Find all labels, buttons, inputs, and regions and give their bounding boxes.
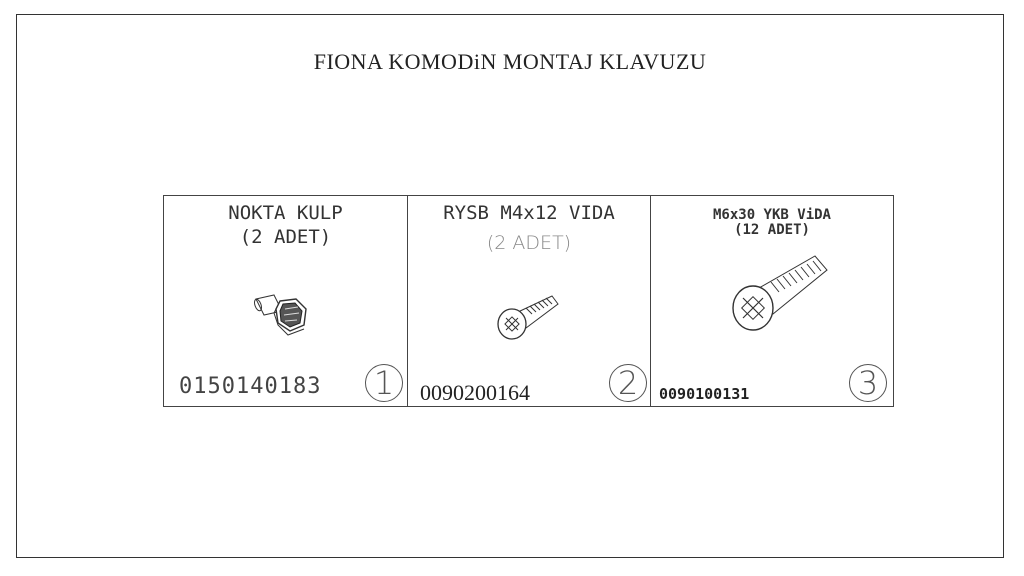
document-title: FIONA KOMODiN MONTAJ KLAVUZU — [313, 49, 707, 74]
part-cell-3 — [650, 196, 893, 406]
screw-m4-icon — [496, 288, 566, 348]
part-number: 3 — [849, 364, 887, 402]
part-name: NOKTA KULP — [228, 202, 343, 224]
part-number: 1 — [365, 364, 403, 402]
part-number: 2 — [609, 364, 647, 402]
parts-table — [163, 195, 894, 407]
part-cell-1 — [164, 196, 407, 406]
screw-m6-icon — [731, 252, 831, 342]
part-quantity: (12 ADET) — [734, 222, 810, 238]
assembly-sheet — [16, 14, 1004, 558]
part-name: RYSB M4x12 VIDA — [443, 202, 615, 224]
knob-handle-icon — [252, 291, 322, 351]
part-cell-2 — [407, 196, 650, 406]
part-code: 0090100131 — [659, 385, 750, 403]
part-code: 0150140183 — [179, 374, 322, 399]
part-quantity: (2 ADET) — [239, 226, 332, 248]
part-name: M6x30 YKB ViDA — [712, 207, 831, 223]
part-quantity: (2 ADET) — [486, 232, 572, 254]
part-code: 0090200164 — [420, 380, 530, 405]
